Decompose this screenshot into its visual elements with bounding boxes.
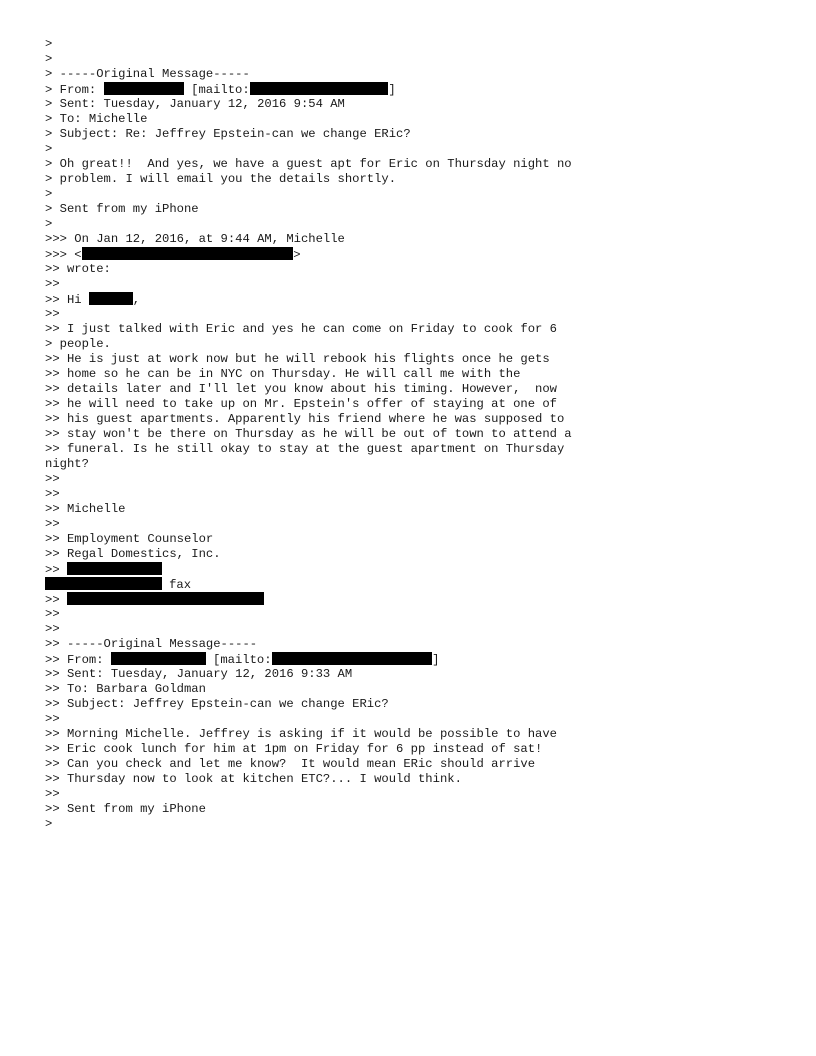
email-line [45, 307, 785, 322]
line-text: >> funeral. Is he still okay to stay at the guest apartment on Thursday [45, 442, 565, 456]
redaction-block [82, 247, 294, 260]
email-line [45, 292, 785, 307]
line-text: >> [45, 307, 60, 321]
email-line [45, 37, 785, 52]
line-text: night? [45, 457, 89, 471]
email-line [45, 187, 785, 202]
line-text: >> He is just at work now but he will rebook his flights once he gets [45, 352, 550, 366]
line-text: fax [161, 578, 192, 592]
email-line [45, 82, 785, 97]
email-line [45, 52, 785, 67]
line-text: > Sent: Tuesday, January 12, 2016 9:54 AM [45, 97, 345, 111]
email-line [45, 712, 785, 727]
line-text: [mailto: [183, 83, 250, 97]
line-text: >> [45, 787, 60, 801]
email-line [45, 532, 785, 547]
line-text: >> Thursday now to look at kitchen ETC?... I would think. [45, 772, 462, 786]
line-text: ] [388, 83, 396, 97]
email-line [45, 397, 785, 412]
email-line [45, 817, 785, 832]
line-text: >> Eric cook lunch for him at 1pm on Friday for 6 pp instead of sat! [45, 742, 543, 756]
email-line [45, 262, 785, 277]
redaction-block [67, 562, 162, 575]
line-text: > problem. I will email you the details shortly. [45, 172, 397, 186]
line-text: >> Employment Counselor [45, 532, 214, 546]
line-text: > [45, 187, 53, 201]
redaction-block [89, 292, 133, 305]
email-line [45, 412, 785, 427]
redaction-block [67, 592, 264, 605]
email-line [45, 652, 785, 667]
email-line [45, 67, 785, 82]
line-text: >> Regal Domestics, Inc. [45, 547, 221, 561]
email-line [45, 517, 785, 532]
email-line [45, 232, 785, 247]
email-line [45, 607, 785, 622]
line-text: > [45, 217, 53, 231]
line-text: >> [45, 472, 60, 486]
email-line [45, 772, 785, 787]
line-text: >> To: Barbara Goldman [45, 682, 206, 696]
line-text: >> [45, 712, 60, 726]
line-text: > [45, 37, 53, 51]
line-text: >> wrote: [45, 262, 111, 276]
line-text: >> I just talked with Eric and yes he can come on Friday to cook for 6 [45, 322, 557, 336]
line-text: >> Morning Michelle. Jeffrey is asking if it would be possible to have [45, 727, 557, 741]
email-line [45, 382, 785, 397]
email-line [45, 112, 785, 127]
email-line [45, 97, 785, 112]
line-text: > [45, 142, 53, 156]
email-line [45, 172, 785, 187]
line-text: >> Hi [45, 293, 89, 307]
email-line [45, 472, 785, 487]
line-text: >> [45, 622, 60, 636]
email-line [45, 217, 785, 232]
redaction-block [104, 82, 184, 95]
email-line [45, 487, 785, 502]
line-text: >> [45, 607, 60, 621]
email-line [45, 802, 785, 817]
line-text: >> -----Original Message----- [45, 637, 258, 651]
email-line [45, 352, 785, 367]
line-text: > Subject: Re: Jeffrey Epstein-can we change ERic? [45, 127, 411, 141]
line-text: >>> On Jan 12, 2016, at 9:44 AM, Michelle [45, 232, 345, 246]
email-line [45, 727, 785, 742]
line-text: >> Can you check and let me know? It would mean ERic should arrive [45, 757, 536, 771]
email-line [45, 637, 785, 652]
email-line [45, 592, 785, 607]
email-line [45, 367, 785, 382]
line-text: , [132, 293, 141, 307]
email-line [45, 157, 785, 172]
redaction-block [272, 652, 433, 665]
redaction-block [111, 652, 206, 665]
email-document [45, 37, 785, 832]
email-line [45, 787, 785, 802]
email-line [45, 247, 785, 262]
line-text: >> stay won't be there on Thursday as he will be out of town to attend a [45, 427, 572, 441]
email-line [45, 547, 785, 562]
email-line [45, 562, 785, 577]
email-line [45, 622, 785, 637]
email-line [45, 127, 785, 142]
line-text: >> details later and I'll let you know about his timing. However, now [45, 382, 557, 396]
email-line [45, 427, 785, 442]
line-text: > To: Michelle [45, 112, 148, 126]
email-line [45, 337, 785, 352]
line-text: > [45, 52, 53, 66]
email-line [45, 457, 785, 472]
line-text: >> Sent from my iPhone [45, 802, 206, 816]
redaction-block [250, 82, 389, 95]
line-text: >> his guest apartments. Apparently his friend where he was supposed to [45, 412, 565, 426]
line-text: > From: [45, 83, 104, 97]
email-line [45, 442, 785, 457]
line-text: >> Subject: Jeffrey Epstein-can we change ERic? [45, 697, 389, 711]
email-line [45, 682, 785, 697]
line-text: > [293, 248, 301, 262]
line-text: [mailto: [205, 653, 272, 667]
redaction-block [45, 577, 162, 590]
email-line [45, 757, 785, 772]
line-text: > Sent from my iPhone [45, 202, 199, 216]
email-line [45, 322, 785, 337]
line-text: >> [45, 593, 67, 607]
line-text: > [45, 817, 53, 831]
email-line [45, 742, 785, 757]
line-text: >> he will need to take up on Mr. Epstein's offer of staying at one of [45, 397, 557, 411]
email-line [45, 142, 785, 157]
line-text: >> [45, 277, 60, 291]
email-line [45, 697, 785, 712]
line-text: >> From: [45, 653, 111, 667]
email-line [45, 502, 785, 517]
email-line [45, 202, 785, 217]
line-text: >> Michelle [45, 502, 126, 516]
line-text: >> home so he can be in NYC on Thursday. He will call me with the [45, 367, 521, 381]
line-text: >> [45, 487, 60, 501]
line-text: >> Sent: Tuesday, January 12, 2016 9:33 AM [45, 667, 353, 681]
line-text: > Oh great!! And yes, we have a guest apt for Eric on Thursday night no [45, 157, 572, 171]
line-text: ] [432, 653, 440, 667]
line-text: > -----Original Message----- [45, 67, 250, 81]
line-text: >>> < [45, 248, 82, 262]
email-line [45, 277, 785, 292]
line-text: >> [45, 563, 67, 577]
email-line [45, 577, 785, 592]
email-line [45, 667, 785, 682]
line-text: > people. [45, 337, 111, 351]
line-text: >> [45, 517, 60, 531]
